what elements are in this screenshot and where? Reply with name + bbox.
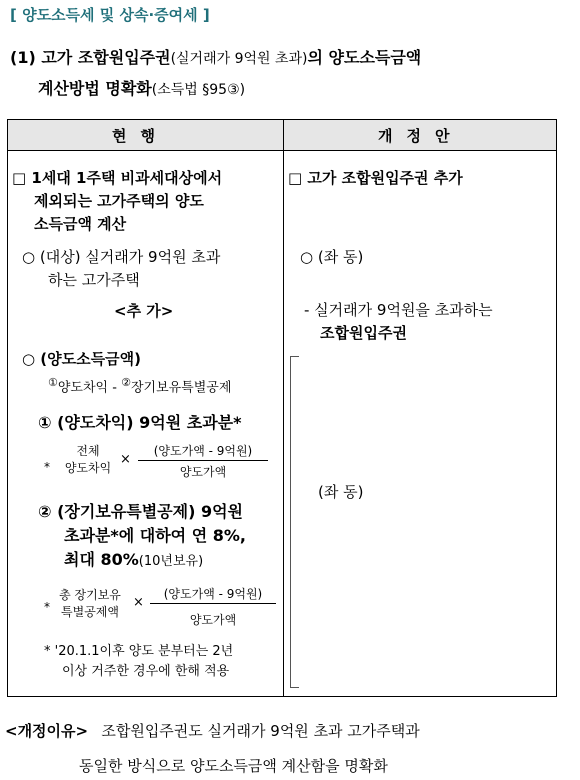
reason-label: <개정이유> xyxy=(5,722,89,740)
item-title-part3: 계산방법 명확화 xyxy=(38,79,152,98)
section-title: [ 양도소득세 및 상속·증여세 ] xyxy=(10,6,210,24)
left-box-line1: □ 1세대 1주택 비과세대상에서 xyxy=(12,169,223,187)
target-line1: ○ (대상) 실거래가 9억원 초과 xyxy=(22,248,221,266)
gain-lhs-2: 양도차익 xyxy=(64,461,112,475)
item-title-part2: 의 양도소득금액 xyxy=(307,48,422,67)
gain-fraction-numerator: (양도가액 - 9억원) xyxy=(138,442,268,461)
gain-times: × xyxy=(120,452,131,467)
reason-label-line xyxy=(5,720,420,741)
reason-line2: 동일한 방식으로 양도소득금액 계산함을 명확화 xyxy=(79,757,388,775)
item-law-reference: (소득법 §95③) xyxy=(151,82,246,98)
gain-lhs xyxy=(62,442,114,476)
table-header-row xyxy=(8,120,556,151)
gain-fraction-denominator: 양도가액 xyxy=(179,465,227,479)
note-line2: 이상 거주한 경우에 한해 적용 xyxy=(62,664,230,679)
deduction-max: 최대 80% xyxy=(64,550,139,569)
gain-title: ① (양도차익) 9억원 초과분* xyxy=(38,413,242,432)
income-label: ○ (양도소득금액) xyxy=(22,350,141,368)
item-title-paren: (실거래가 9억원 초과) xyxy=(170,51,308,67)
deduction-times: × xyxy=(133,595,144,610)
target-line2: 하는 고가주택 xyxy=(48,271,140,289)
right-same-1: ○ (좌 동) xyxy=(300,248,364,266)
deduction-fraction-denominator: 양도가액 xyxy=(189,613,237,627)
deduction-fraction xyxy=(150,585,276,628)
circle-one: ① xyxy=(48,376,58,389)
income-formula xyxy=(48,376,231,395)
gain-star: * xyxy=(44,460,50,474)
right-bracket xyxy=(290,356,299,688)
left-box-line2: 제외되는 고가주택의 양도 xyxy=(34,192,204,210)
formula-deduction: 장기보유특별공제 xyxy=(130,380,232,396)
gain-lhs-1: 전체 xyxy=(76,444,100,458)
formula-gain: 양도차익 - xyxy=(57,380,122,396)
deduction-fraction-numerator: (양도가액 - 9억원) xyxy=(150,585,276,604)
deduction-line1: ② (장기보유특별공제) 9억원 xyxy=(38,502,244,521)
header-current: 현행 xyxy=(112,127,169,145)
deduction-lhs xyxy=(54,586,126,620)
item-heading-line1 xyxy=(10,45,421,68)
left-box-line3: 소득금액 계산 xyxy=(34,215,127,233)
deduction-line2: 초과분*에 대하여 연 8%, xyxy=(64,526,246,545)
reason-line1: 조합원입주권도 실거래가 9억원 초과 고가주택과 xyxy=(101,722,420,740)
deduction-period: (10년보유) xyxy=(138,554,204,569)
right-dash-line1: - 실거래가 9억원을 초과하는 xyxy=(304,301,493,319)
comparison-table xyxy=(7,119,557,697)
item-number: (1) xyxy=(10,48,36,67)
deduction-lhs-1: 총 장기보유 xyxy=(59,588,121,602)
deduction-lhs-2: 특별공제액 xyxy=(61,605,119,619)
header-revised: 개정안 xyxy=(378,127,464,145)
right-dash-line2: 조합원입주권 xyxy=(320,324,407,342)
circle-two: ② xyxy=(121,376,131,389)
right-same-2: (좌 동) xyxy=(318,483,364,501)
item-title-part1: 고가 조합원입주권 xyxy=(41,48,171,67)
deduction-line3 xyxy=(64,547,203,570)
add-mark: <추 가> xyxy=(114,302,174,320)
right-box: □ 고가 조합원입주권 추가 xyxy=(288,169,463,187)
deduction-star: * xyxy=(44,600,50,614)
gain-fraction xyxy=(138,442,268,480)
item-heading-line2 xyxy=(38,76,245,99)
note-line1: * '20.1.1이후 양도 분부터는 2년 xyxy=(44,644,234,659)
column-divider xyxy=(283,120,284,696)
